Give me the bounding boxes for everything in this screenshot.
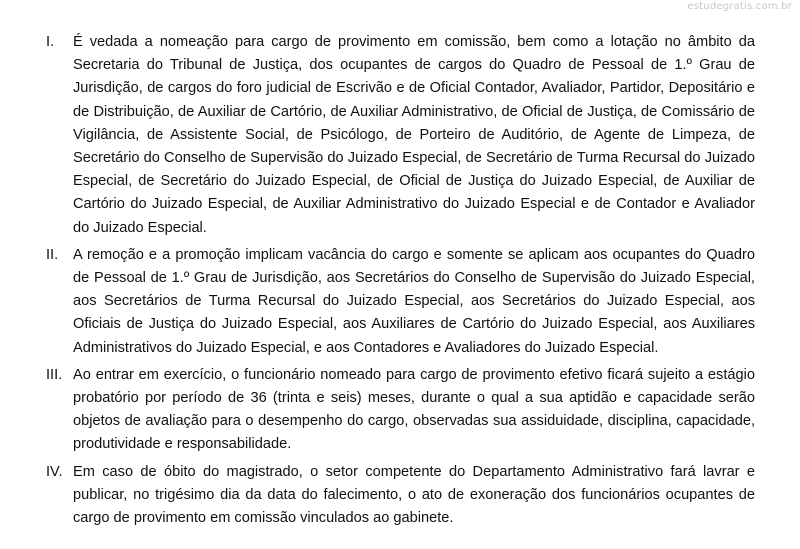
item-text: Ao entrar em exercício, o funcionário nomeado para cargo de provimento efetivo ficará sujeito a estágio probatório por período de 36 (trinta e seis) meses, durante o qual a sua aptidão e capacidade serão objetos de avaliação para o desempenho do cargo, observadas sua assiduidade, disciplina, capacidade, produtividade e responsabilidade.: [73, 366, 755, 453]
item-marker: II.: [46, 246, 59, 263]
site-watermark: estudegratis.com.br: [687, 1, 792, 12]
item-marker: I.: [46, 34, 55, 50]
item-marker: III.: [46, 366, 63, 383]
item-text: Em caso de óbito do magistrado, o setor competente do Departamento Administrativo fará lavrar e publicar, no trigésimo dia da data do falecimento, o ato de exoneração dos funcionários ocupantes de cargo de provimento em comissão vinculados ao gabinete.: [73, 463, 755, 527]
item-text: É vedada a nomeação para cargo de provimento em comissão, bem como a lotação no âmbito da Secretaria do Tribunal de Justiça, dos ocupantes de cargos do Quadro de Pessoal de 1.º Grau de Jurisdição, de cargos do foro judicial de Escrivão e de Oficial Contador, Avaliador, Partidor, Depositário e de Distribuição, de Auxiliar de Cartório, de Auxiliar Administrativo, de Oficial de Justiça, de Comissário de Vigilância, de Assistente Social, de Psicólogo, de Porteiro de Auditório, de Agente de Limpeza, de Secretário do Conselho de Supervisão do Juizado Especial, de Secretário de Turma Recursal do Juizado Especial, de Secretário do Juizado Especial, de Oficial de Justiça do Juizado Especial, de Auxiliar de Cartório do Juizado Especial, de Auxiliar Administrativo do Juizado Especial e de Contador e Avaliador do Juizado Especial.: [73, 34, 755, 236]
item-text: A remoção e a promoção implicam vacância do cargo e somente se aplicam aos ocupantes do Quadro de Pessoal de 1.º Grau de Jurisdição, aos Secretários do Conselho de Supervisão do Juizado Especial, aos Secretários de Turma Recursal do Juizado Especial, aos Secretários do Juizado Especial, aos Oficiais de Justiça do Juizado Especial, aos Auxiliares de Cartório do Juizado Especial, aos Auxiliares Administrativos do Juizado Especial, e aos Contadores e Avaliadores do Juizado Especial.: [73, 246, 755, 356]
statement-item-4: [46, 461, 755, 531]
item-marker: IV.: [46, 463, 63, 480]
statement-item-2: [46, 244, 755, 360]
statement-item-3: [46, 364, 755, 457]
statement-item-1: [46, 31, 755, 240]
statement-list: [46, 31, 755, 534]
